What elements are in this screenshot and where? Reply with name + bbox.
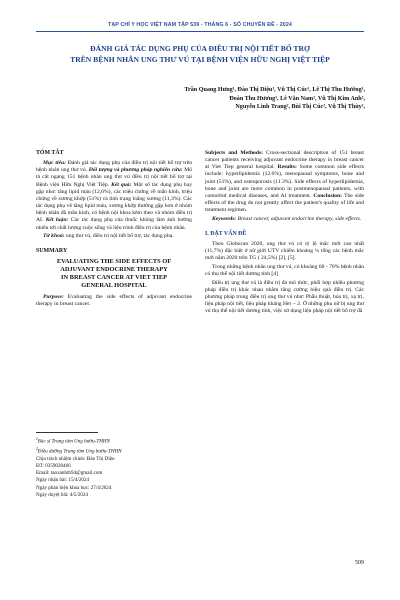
summary-title — [36, 258, 192, 290]
summary-title-line: ADJUVANT ENDOCRINE THERAPY — [60, 266, 168, 274]
summary-title-line: IN BREAST CANCER AT VIET TIEP — [60, 274, 167, 282]
method-text: Mô tả cắt ngang 151 bệnh nhân ung thư vú điều trị nội tiết bổ trợ tại Bệnh viện Hữu Nghị Việt Tiệp. — [36, 167, 193, 188]
summary-title-line: EVALUATING THE SIDE EFFECTS OF — [56, 258, 172, 266]
intro-paragraph: Theo Globocan 2020, ung thư vú có tỷ lệ mắc mới cao nhất (11,7%) đặc biệt ở nữ giới UTV chiếm khoảng ¼ tổng các bệnh mắc mới năm 2020 trên TG ( 24,5%) [2], [5]. — [205, 240, 364, 262]
abstract-heading: TÓM TẮT — [36, 150, 64, 156]
footnote-corresponding: Chịu trách nhiệm chính: Đào Thị Diệu — [36, 455, 115, 462]
title-line: TRÊN BỆNH NHÂN UNG THƯ VÚ TẠI BỆNH VIỆN HỮU NGHỊ VIỆT TIỆP — [70, 54, 330, 64]
author-line: Trần Quang Hưng¹, Đào Thị Diệu¹, Vũ Thị Cúc¹, Lê Thị Thu Hường¹, — [184, 87, 365, 93]
subjects-label: Subjects and Methods: — [205, 150, 263, 156]
title-line: ĐÁNH GIÁ TÁC DỤNG PHỤ CỦA ĐIỀU TRỊ NỘI TIẾT BỔ TRỢ — [90, 44, 310, 53]
page-number: 509 — [355, 560, 364, 566]
article-title — [36, 44, 364, 65]
footnotes — [36, 436, 192, 499]
intro-heading: I. ĐẶT VẤN ĐỀ — [205, 230, 247, 237]
keywords-vi-text: ung thư vú, điều trị nội tiết bổ trợ, tác dụng phụ. — [64, 233, 174, 240]
purpose-text: Evaluating the side effects of adjuvant endocrine therapy in breast cancer. — [36, 294, 192, 308]
keywords-en-label: Keywords: — [212, 215, 237, 222]
summary-title-line: GENERAL HOSPITAL — [81, 282, 147, 290]
intro-paragraph: Trong những bệnh nhân ung thư vú, có khoảng 60 - 70% bệnh nhân có thụ thể nội tiết dương tính [4] — [205, 263, 364, 277]
author-list — [150, 86, 365, 112]
author-line: Đoàn Thu Hương¹, Lê Văn Nam², Vũ Thị Kim Anh², — [229, 95, 365, 102]
summary-heading: SUMMARY — [36, 247, 68, 254]
author-line: Nguyễn Linh Trang², Bùi Thị Cúc², Vũ Thị Thùy², — [235, 104, 365, 111]
right-column — [205, 150, 364, 317]
results-text: Some common side effects include: hyperlipidemia (12.6%), menopausal symptoms, bone and joint (51%), and osteoporosis (11.3%). Side effects of hyperlipidemia, bone and joint are more common in postmenopausal patients, with comorbid medical diseases, and AI treatment. — [205, 164, 364, 199]
result-text: Một số tác dụng phụ hay gặp như: tăng lipid máu (12,6%), các triệu chứng về mãn kinh, triệu chứng về xương khớp (51%) và tình trạng loãng xương (11,3%). Các tác dụng phụ về tăng lipid máu, xương khớp thường gặp hơn ở nhóm bệnh nhân đã mãn kinh, có bệnh nội khoa kèm theo và nhóm điều trị AI. — [36, 181, 193, 224]
result-label: Kết quả: — [111, 181, 132, 188]
intro-paragraph: Điều trị ung thư vú là điều trị đa mô thức, phối hợp nhiều phương pháp điều trị khác nhau nhằm tăng cường hiệu quả điều trị. Các phương pháp trong điều trị ung thư vú như: Phẫu thuật, hóa trị, xạ trị, liệu pháp nội tiết, liệu pháp kháng Her – 2. Ở những phụ nữ bị ung thư vú thụ thể nội tiết dương tính, việc sử dụng liệu pháp nội tiết bổ trợ đã — [205, 279, 364, 315]
purpose-label: Purpose: — [43, 294, 64, 301]
header-rule — [36, 31, 364, 32]
abstract-paragraph — [36, 160, 192, 232]
subjects-text: Cross-sectional description of 151 breast cancer patients receiving adjuvant endocrine therapy in breast cancer at Viet Tiep general hospital. — [205, 150, 364, 171]
footnote-affiliation-1: $^1$Bác sĩ Trung tâm Ung bướu-THHN — [36, 437, 110, 445]
footnote-reviewed: Ngày phản biện khoa học: 27/4/2024 — [36, 484, 112, 491]
summary-purpose — [36, 294, 192, 308]
conclusion-label: Kết luận: — [45, 217, 69, 224]
footnote-rule — [36, 432, 98, 433]
results-label: Results: — [277, 164, 297, 171]
aim-text: Đánh giá tác dụng phụ của điều trị nội tiết bổ trợ trên bệnh nhân ung thư vú. — [36, 160, 192, 174]
summary-body — [205, 150, 364, 214]
footnote-affiliation-2: $^2$Điều dưỡng Trung tâm Ung bướu-THHN — [36, 446, 122, 455]
keywords-en-text: Breast cancer, adjuvant endocrine therapy, side effects. — [236, 215, 362, 222]
running-head: TẠP CHÍ Y HỌC VIỆT NAM TẬP 539 - THÁNG 6 - SỐ CHUYÊN ĐỀ - 2024 — [108, 22, 292, 28]
conclusion-en-label: Conclusion: — [313, 192, 342, 199]
keywords-vi-label: Từ khoá: — [43, 233, 65, 240]
footnote-received: Ngày nhận bài: 15/4/2024 — [36, 477, 90, 484]
footnote-email: Email: taoxanhth94@gmail.com — [36, 470, 103, 477]
conclusion-text: Các tác dụng phụ của thuốc không làm ảnh hưởng nhiều tới chất lượng cuộc sống và liệu trình điều trị của bệnh nhân. — [36, 217, 192, 231]
keywords-en — [205, 216, 364, 223]
keywords-vi — [36, 233, 192, 240]
aim-label: Mục tiêu: — [43, 160, 66, 167]
footnote-accepted: Ngày duyệt bài: 4/5/2024 — [36, 491, 88, 498]
footnote-phone: ĐT: 0359020466 — [36, 462, 71, 469]
left-column — [36, 150, 192, 310]
method-label: Đối tượng và phương pháp nghiên cứu: — [88, 167, 183, 174]
conclusion-en-text: The side effects of the drug do not greatly affect the patient's quality of life and treatment regimen. — [205, 192, 365, 214]
